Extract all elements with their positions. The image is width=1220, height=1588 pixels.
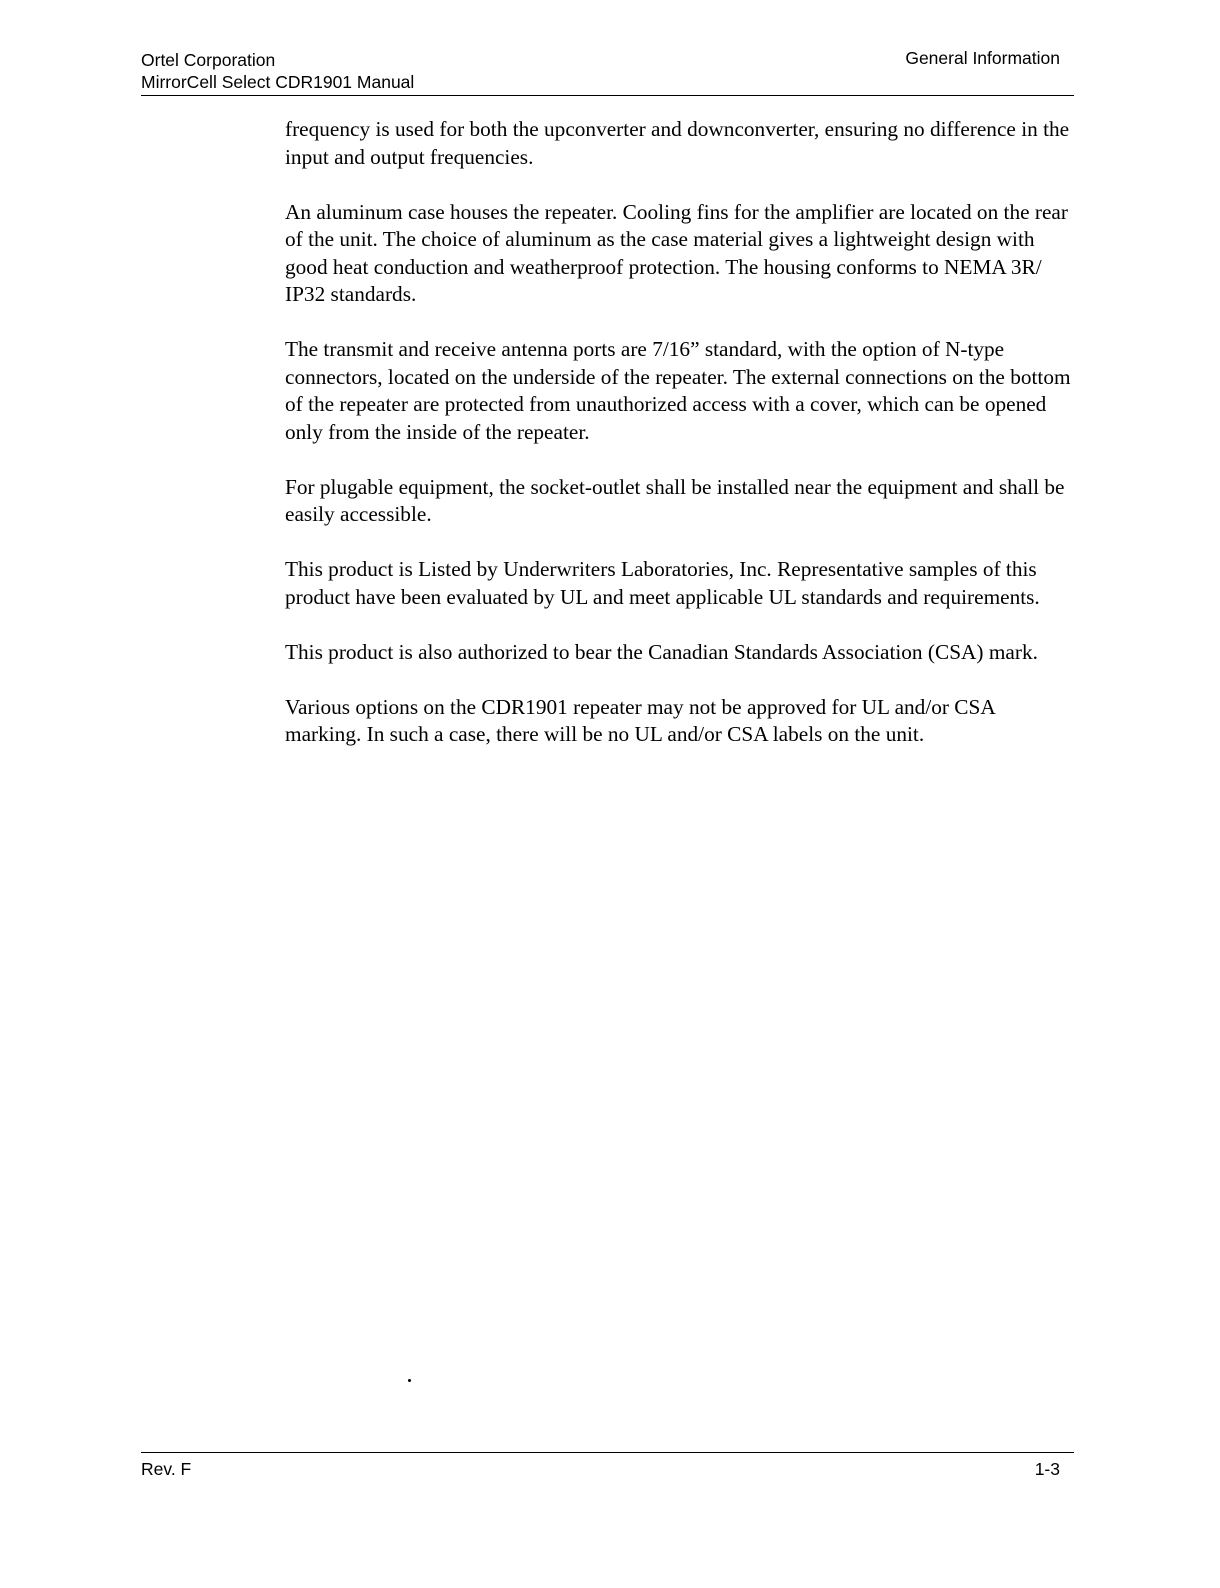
page-header: [141, 47, 1074, 96]
company-name: Ortel Corporation: [141, 50, 276, 70]
page-footer: [141, 1452, 1074, 1485]
paragraph-frequency: frequency is used for both the upconverter and downconverter, ensuring no difference in the input and output frequencies.: [285, 117, 1070, 169]
paragraph-ul-listing: This product is Listed by Underwriters Laboratories, Inc. Representative samples of this product have been evaluated by UL and meet applicable UL standards and requirements.: [285, 557, 1040, 609]
manual-title: MirrorCell Select CDR1901 Manual: [141, 72, 415, 92]
paragraph-options-approval: Various options on the CDR1901 repeater may not be approved for UL and/or CSA marking. In such a case, there will be no UL and/or CSA labels on the unit.: [285, 694, 995, 746]
section-title: General Information: [905, 48, 1060, 68]
paragraph-antenna-ports: The transmit and receive antenna ports are 7/16” standard, with the option of N-type connectors, located on the underside of the repeater. The external connections on the bottom of the repeater are protected from unauthorized access with a cover, which can be opened only from the inside of the repeater.: [285, 337, 1071, 444]
scan-speck: [408, 1379, 411, 1382]
paragraph-csa-mark: This product is also authorized to bear the Canadian Standards Association (CSA) mark.: [285, 639, 1038, 664]
paragraph-aluminum-case: An aluminum case houses the repeater. Cooling fins for the amplifier are located on the rear of the unit. The choice of aluminum as the case material gives a lightweight design with good heat conduction and weatherproof protection. The housing conforms to NEMA 3R/ IP32 standards.: [285, 199, 1068, 306]
header-left-block: [141, 49, 414, 93]
revision-label: Rev. F: [141, 1459, 192, 1479]
body-content: [285, 116, 1075, 776]
paragraph-plugable-equipment: For plugable equipment, the socket-outlet shall be installed near the equipment and shall be easily accessible.: [285, 474, 1065, 526]
page-number: 1-3: [1034, 1459, 1060, 1479]
